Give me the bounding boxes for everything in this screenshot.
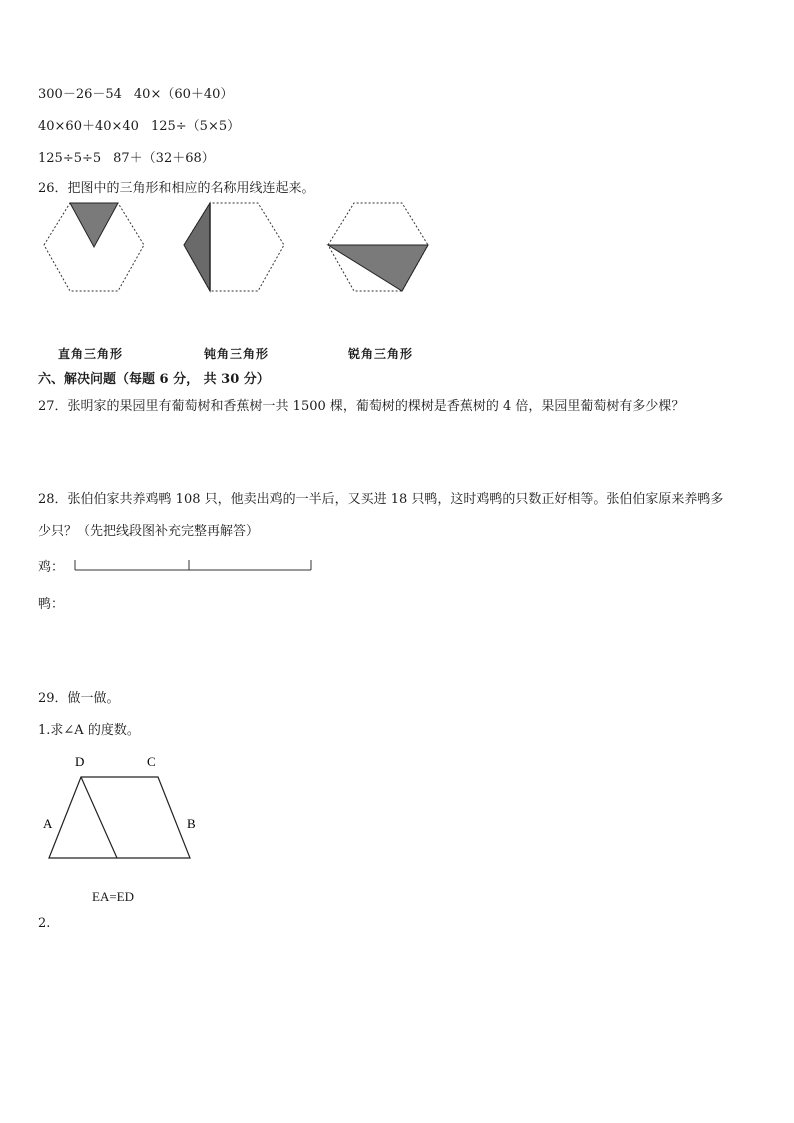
expression: 125÷5÷5 <box>38 151 102 166</box>
question-29-sub-1: 1.求∠A 的度数。 <box>38 723 140 738</box>
expression: 125÷（5×5） <box>150 119 241 134</box>
label-acute-triangle: 锐角三角形 <box>348 347 414 361</box>
condition-text: EA=ED <box>92 889 134 904</box>
label-right-triangle: 直角三角形 <box>58 347 124 361</box>
hexagon-figure-3 <box>328 203 428 291</box>
hexagon-figure-1 <box>44 203 144 291</box>
hexagon-figures <box>30 195 470 305</box>
chicken-segment <box>74 558 314 572</box>
expression: 87＋（32＋68） <box>113 151 215 166</box>
chicken-label: 鸡： <box>38 560 65 575</box>
expression: 40×（60＋40） <box>133 87 234 102</box>
expression-row-2 <box>38 115 240 134</box>
question-26-text: 26．把图中的三角形和相应的名称用线连起来。 <box>38 181 315 196</box>
trapezoid-figure <box>40 752 220 862</box>
expression-row-1 <box>38 83 233 102</box>
point-label-c: C <box>147 754 156 769</box>
question-28-line-2: 少只？（先把线段图补充完整再解答） <box>38 524 260 539</box>
hexagon-figure-2 <box>184 203 284 291</box>
section-6-title: 六、解决问题（每题 6 分， 共 30 分） <box>38 372 270 387</box>
expression-row-3 <box>38 147 215 166</box>
point-label-a: A <box>43 816 53 831</box>
question-27-text: 27．张明家的果园里有葡萄树和香蕉树一共 1500 棵，葡萄树的棵树是香蕉树的 4 倍，果园里葡萄树有多少棵？ <box>38 399 685 414</box>
question-29-title: 29．做一做。 <box>38 691 120 706</box>
point-label-d: D <box>75 754 85 769</box>
expression: 40×60＋40×40 <box>38 119 139 134</box>
point-label-b: B <box>187 816 196 831</box>
question-28-line-1: 28．张伯伯家共养鸡鸭 108 只，他卖出鸡的一半后，又买进 18 只鸭，这时鸡鸭的只数正好相等。张伯伯家原来养鸭多 <box>38 492 724 507</box>
duck-label: 鸭： <box>38 597 65 612</box>
expression: 300－26－54 <box>38 87 122 102</box>
question-29-sub-2: 2. <box>38 916 51 931</box>
label-obtuse-triangle: 钝角三角形 <box>204 347 270 361</box>
